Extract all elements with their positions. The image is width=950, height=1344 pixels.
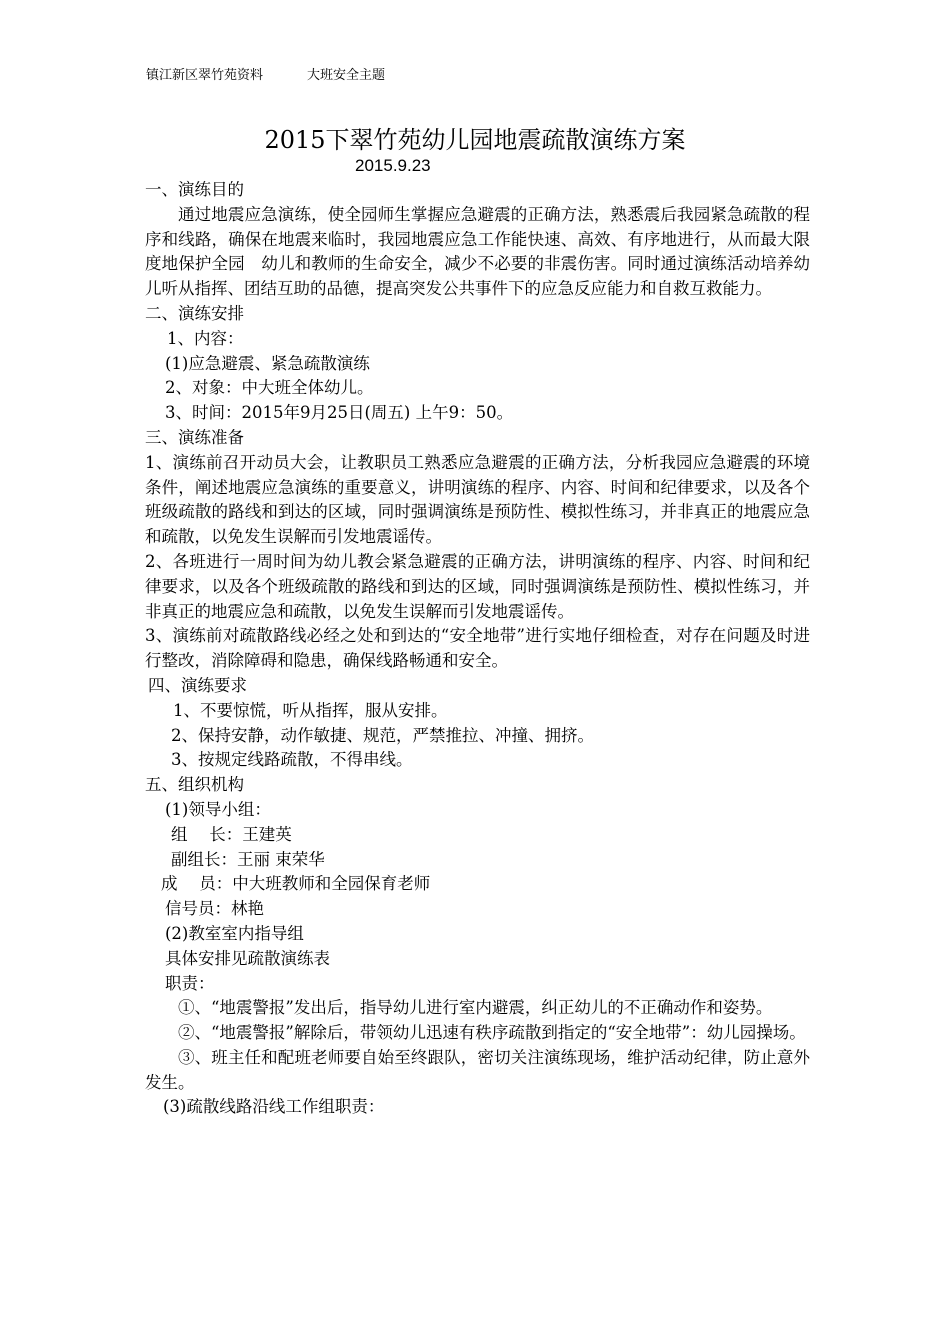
section-heading-purpose: 一、演练目的 [145, 180, 244, 199]
document-title: 2015下翠竹苑幼儿园地震疏散演练方案 [264, 126, 686, 154]
org-members: 成 员：中大班教师和全园保育老师 [161, 874, 431, 894]
org-deputy-leader: 副组长：王丽 束荣华 [171, 849, 325, 869]
section-heading-requirements: 四、演练要求 [148, 675, 247, 695]
org-duty-label: 职责： [165, 973, 215, 993]
preparation-paragraph-1: 1、演练前召开动员大会，让教职员工熟悉应急避震的正确方法，分析我园应急避震的环境条件，阐述地震应急演练的重要意义，讲明演练的程序、内容、时间和纪律要求，以及各个班级疏散的路线和到达的区域，同时强调演练是预防性、模拟性练习，并非真正的地震应急和疏散，以免发生误解而引发地震谣传。 [145, 452, 810, 547]
section-heading-arrangement: 二、演练安排 [145, 303, 244, 323]
org-group-classroom: (2)教室室内指导组 [165, 923, 304, 943]
requirement-item-3: 3、按规定线路疏散，不得串线。 [171, 750, 413, 770]
arrangement-item-time: 3、时间：2015年9月25日(周五) 上午9：50。 [165, 403, 514, 423]
document-date: 2015.9.23 [355, 156, 431, 175]
page-header [146, 68, 385, 84]
org-leader: 组 长：王建英 [171, 824, 292, 844]
section-heading-organization: 五、组织机构 [145, 775, 244, 795]
org-group-evacuation: (3)疏散线路沿线工作组职责： [163, 1097, 385, 1117]
header-right-text: 大班安全主题 [307, 68, 386, 83]
arrangement-item-content: 1、内容： [167, 328, 244, 348]
section-heading-preparation: 三、演练准备 [145, 427, 244, 447]
org-signal-officer: 信号员：林艳 [165, 899, 264, 919]
org-arrangement-note: 具体安排见疏散演练表 [165, 948, 330, 968]
arrangement-item-target: 2、对象：中大班全体幼儿。 [165, 378, 374, 398]
requirement-item-2: 2、保持安静，动作敏捷、规范，严禁推拉、冲撞、拥挤。 [171, 725, 594, 745]
org-duty-2: ②、“地震警报”解除后，带领幼儿迅速有秩序疏散到指定的“安全地带”：幼儿园操场。 [178, 1023, 806, 1043]
arrangement-subitem: (1)应急避震、紧急疏散演练 [165, 353, 370, 373]
org-duty-3: ③、班主任和配班老师要自始至终跟队，密切关注演练现场，维护活动纪律，防止意外发生。 [145, 1047, 810, 1092]
org-group-leadership: (1)领导小组： [165, 799, 271, 819]
requirement-item-1: 1、不要惊慌，听从指挥，服从安排。 [173, 700, 448, 720]
purpose-paragraph: 通过地震应急演练，使全园师生掌握应急避震的正确方法，熟悉震后我园紧急疏散的程序和线路，确保在地震来临时，我园地震应急工作能快速、高效、有序地进行，从而最大限度地保护全园 幼儿和教师的生命安全，减少不必要的非震伤害。同时通过演练活动培养幼儿听从指挥、团结互助的品德，提高突发公共事件下的应急反应能力和自救互救能力。 [145, 204, 810, 299]
org-duty-1: ①、“地震警报”发出后，指导幼儿进行室内避震，纠正幼儿的不正确动作和姿势。 [178, 998, 773, 1018]
header-left-text: 镇江新区翠竹苑资料 [146, 68, 264, 83]
document-body [145, 178, 810, 1120]
preparation-paragraph-3: 3、演练前对疏散路线必经之处和到达的“安全地带”进行实地仔细检查，对存在问题及时进行整改，消除障碍和隐患，确保线路畅通和安全。 [145, 626, 810, 671]
preparation-paragraph-2: 2、各班进行一周时间为幼儿教会紧急避震的正确方法，讲明演练的程序、内容、时间和纪律要求，以及各个班级疏散的路线和到达的区域，同时强调演练是预防性、模拟性练习，并非真正的地震应急和疏散，以免发生误解而引发地震谣传。 [145, 551, 810, 621]
